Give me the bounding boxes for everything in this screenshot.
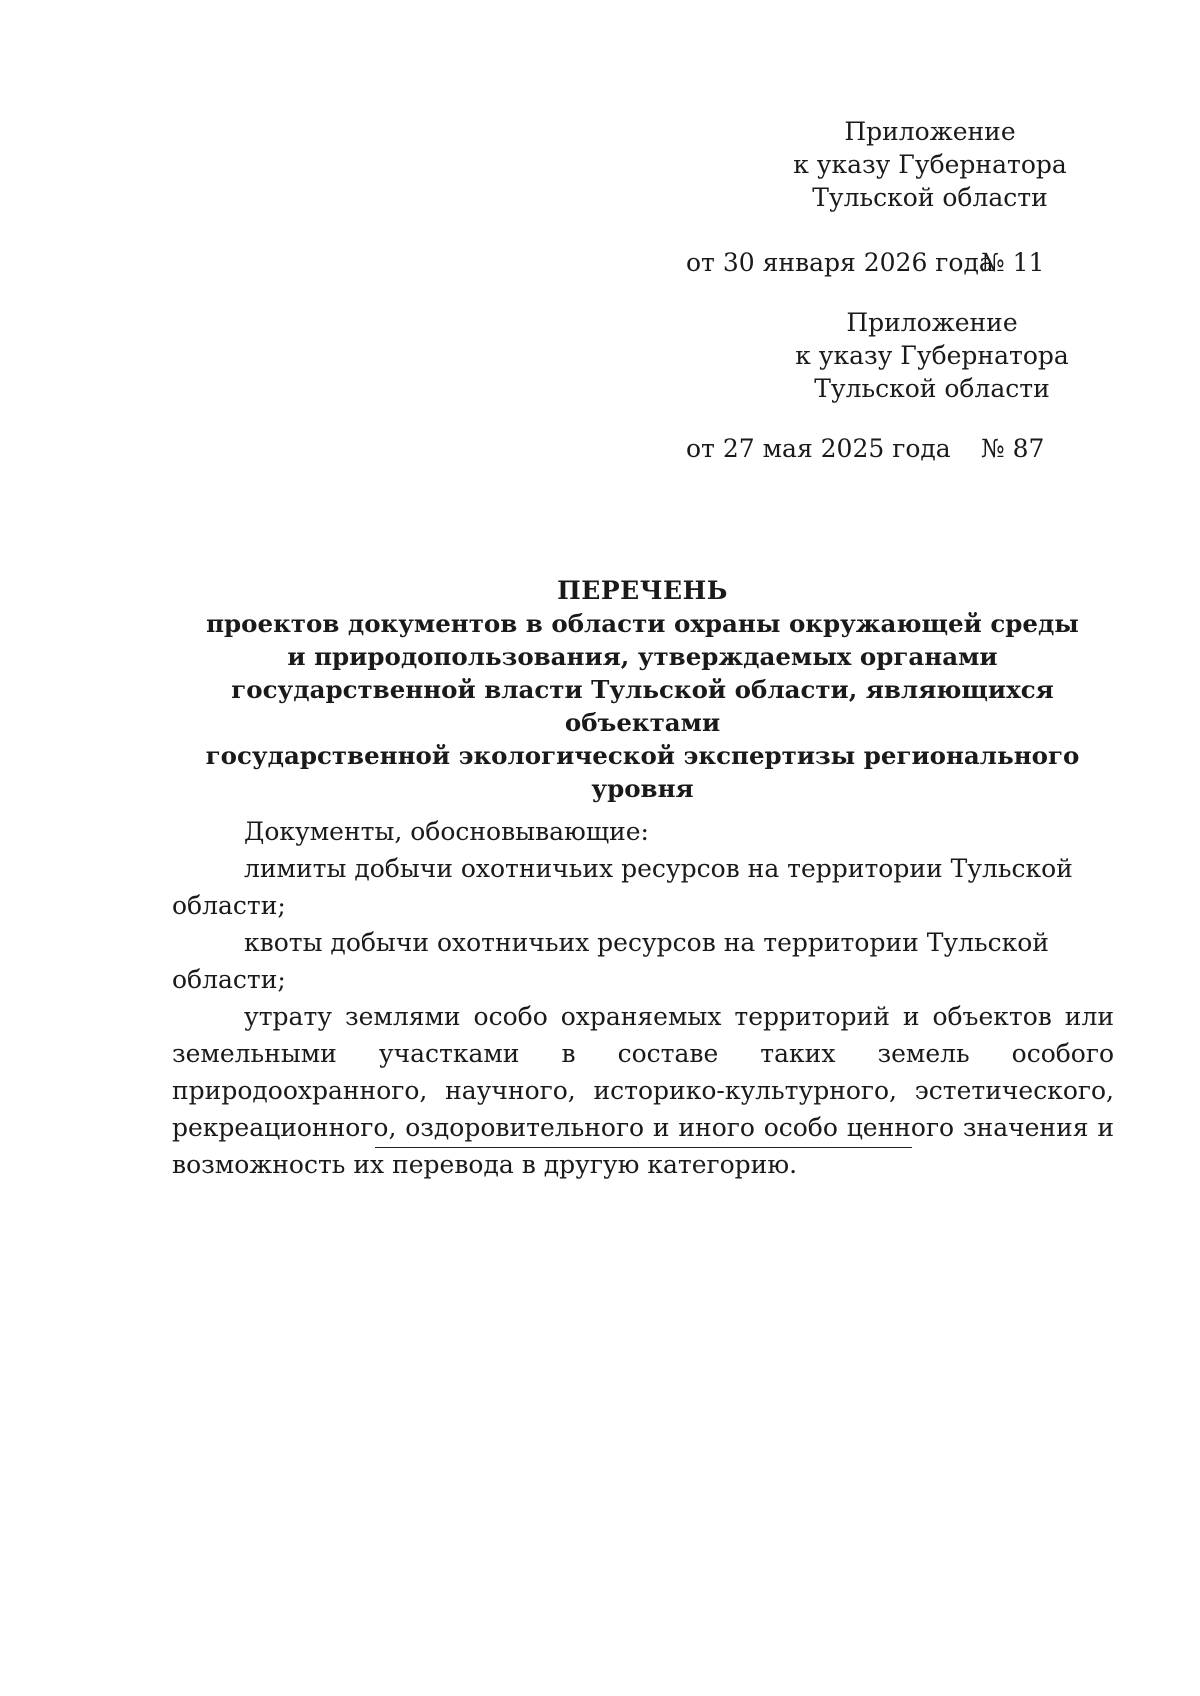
- body-item: утрату землями особо охраняемых территорий и объектов или земельными участками в составе таких земель особого природоохранного, научного, историко-культурного, эстетического, рекреационного, оздоровительного и иного особо ценного значения и возможность их перевода в другую категорию.: [172, 1002, 1114, 1179]
- appendix-previous-date: от 27 мая 2025 года: [686, 434, 951, 463]
- title-line: и природопользования, утверждаемых органами: [287, 642, 998, 671]
- body-item: квоты добычи охотничьих ресурсов на территории Тульской области;: [172, 928, 1049, 994]
- appendix-current-number: № 11: [981, 248, 1045, 277]
- appendix-current-date: от 30 января 2026 года: [686, 248, 994, 277]
- title-line: государственной экологической экспертизы регионального уровня: [205, 741, 1080, 803]
- appendix-region: Тульской области: [812, 183, 1048, 212]
- appendix-previous-header: [782, 306, 1082, 405]
- appendix-decree-ref: к указу Губернатора: [793, 150, 1067, 179]
- appendix-label: Приложение: [846, 308, 1018, 337]
- appendix-previous-number: № 87: [981, 434, 1045, 463]
- title-line: государственной власти Тульской области, являющихся объектами: [231, 675, 1054, 737]
- body-intro: Документы, обосновывающие:: [244, 817, 649, 846]
- document-title: [160, 574, 1125, 805]
- title-main: ПЕРЕЧЕНЬ: [557, 576, 728, 605]
- title-line: проектов документов в области охраны окружающей среды: [206, 609, 1079, 638]
- appendix-decree-ref: к указу Губернатора: [795, 341, 1069, 370]
- document-body: [172, 813, 1114, 1183]
- appendix-current-header: [780, 115, 1080, 214]
- body-item: лимиты добычи охотничьих ресурсов на территории Тульской области;: [172, 854, 1073, 920]
- appendix-region: Тульской области: [814, 374, 1050, 403]
- end-divider: [375, 1147, 912, 1148]
- appendix-label: Приложение: [844, 117, 1016, 146]
